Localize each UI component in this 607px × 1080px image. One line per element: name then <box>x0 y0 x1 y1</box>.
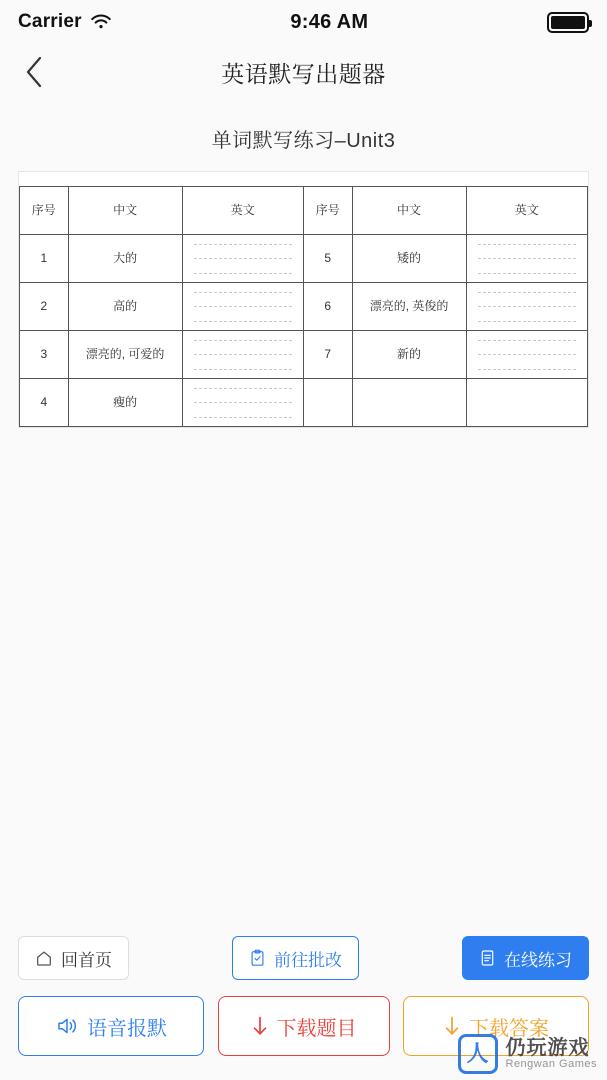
cell-right-cn: 漂亮的, 英俊的 <box>352 283 466 331</box>
page-title: 英语默写出题器 <box>221 60 386 87</box>
watermark-en: Rengwan Games <box>505 1057 597 1070</box>
table-header-row <box>20 187 588 235</box>
status-left <box>18 11 112 33</box>
nav-bar <box>0 44 607 100</box>
carrier-label: Carrier <box>18 11 82 32</box>
home-button[interactable] <box>18 936 129 980</box>
worksheet-container <box>0 171 607 428</box>
writing-lines <box>194 292 292 322</box>
table-row <box>20 283 588 331</box>
download-questions-button[interactable] <box>218 996 390 1056</box>
cell-left-no: 4 <box>20 379 69 427</box>
writing-lines <box>194 244 292 274</box>
header-cell-right-no: 序号 <box>303 187 352 235</box>
cell-left-answer[interactable] <box>182 331 303 379</box>
correct-button-label: 前往批改 <box>274 950 342 970</box>
chevron-left-icon <box>23 55 45 89</box>
header-cell-left-no: 序号 <box>20 187 69 235</box>
table-row <box>20 235 588 283</box>
watermark-cn: 仍玩游戏 <box>505 1036 590 1059</box>
cell-right-cn: 矮的 <box>352 235 466 283</box>
online-practice-button[interactable] <box>462 936 589 980</box>
worksheet-table <box>19 186 588 427</box>
cell-right-no <box>303 379 352 427</box>
cell-left-no: 3 <box>20 331 69 379</box>
table-row <box>20 331 588 379</box>
action-row-primary <box>18 936 589 980</box>
worksheet-title: 单词默写练习–Unit3 <box>211 130 396 152</box>
wifi-icon <box>90 14 112 30</box>
worksheet-paper <box>18 171 589 428</box>
table-row <box>20 379 588 427</box>
header-cell-left-en: 英文 <box>182 187 303 235</box>
cell-left-answer[interactable] <box>182 283 303 331</box>
voice-dictation-button[interactable] <box>18 996 204 1056</box>
header-cell-right-cn: 中文 <box>352 187 466 235</box>
clipboard-check-icon <box>249 949 266 967</box>
battery-fill <box>551 16 585 29</box>
cell-right-answer[interactable] <box>466 331 587 379</box>
writing-lines <box>478 244 576 274</box>
download-questions-label: 下载题目 <box>276 1017 357 1040</box>
speaker-icon <box>55 1015 79 1037</box>
writing-lines <box>478 340 576 370</box>
cell-right-cn <box>352 379 466 427</box>
cell-left-answer[interactable] <box>182 379 303 427</box>
writing-lines <box>194 388 292 418</box>
writing-lines <box>194 340 292 370</box>
arrow-down-icon <box>251 1014 269 1038</box>
online-practice-button-label: 在线练习 <box>504 950 572 970</box>
cell-left-no: 1 <box>20 235 69 283</box>
header-cell-left-cn: 中文 <box>68 187 182 235</box>
status-time: 9:46 AM <box>290 10 369 33</box>
home-button-label: 回首页 <box>61 950 112 970</box>
back-button[interactable] <box>14 52 54 92</box>
correct-button[interactable] <box>232 936 359 980</box>
document-icon <box>479 949 496 967</box>
cell-left-cn: 瘦的 <box>68 379 182 427</box>
battery-icon <box>547 12 589 33</box>
download-answers-label: 下载答案 <box>469 1017 549 1040</box>
cell-right-answer[interactable] <box>466 235 587 283</box>
cell-left-answer[interactable] <box>182 235 303 283</box>
home-icon <box>35 949 53 967</box>
header-cell-right-en: 英文 <box>466 187 587 235</box>
cell-right-no: 6 <box>303 283 352 331</box>
cell-left-cn: 漂亮的, 可爱的 <box>68 331 182 379</box>
watermark-logo-icon: 人 <box>458 1034 498 1074</box>
cell-right-answer[interactable] <box>466 283 587 331</box>
writing-lines <box>478 292 576 322</box>
cell-left-no: 2 <box>20 283 69 331</box>
cell-left-cn: 高的 <box>68 283 182 331</box>
cell-left-cn: 大的 <box>68 235 182 283</box>
status-right <box>547 12 589 33</box>
cell-right-no: 5 <box>303 235 352 283</box>
content-spacer <box>0 428 607 936</box>
status-bar <box>0 0 607 44</box>
cell-right-no: 7 <box>303 331 352 379</box>
voice-dictation-label: 语音报默 <box>87 1017 167 1040</box>
cell-right-answer[interactable] <box>466 379 587 427</box>
cell-right-cn: 新的 <box>352 331 466 379</box>
watermark <box>458 1034 598 1074</box>
watermark-text <box>506 1038 598 1071</box>
